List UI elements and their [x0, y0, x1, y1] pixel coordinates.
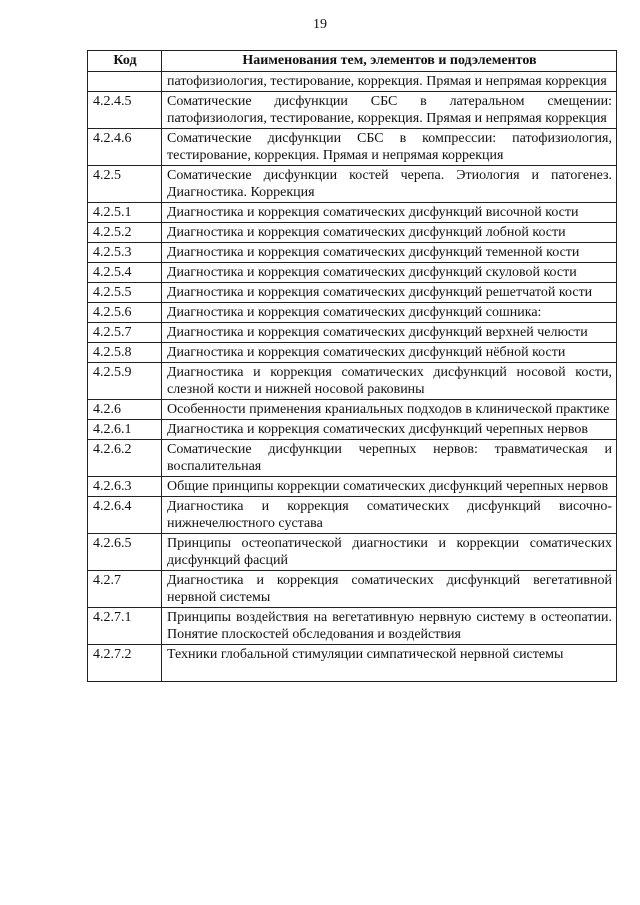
row-code: 4.2.5.3: [88, 243, 162, 263]
row-code: 4.2.6.3: [88, 477, 162, 497]
row-code: 4.2.6.1: [88, 420, 162, 440]
table-row: [88, 497, 617, 534]
row-code: 4.2.4.6: [88, 129, 162, 166]
table-row: [88, 400, 617, 420]
row-text: Принципы остеопатической диагностики и коррекции соматических дисфункций фасций: [162, 534, 617, 571]
row-text: Особенности применения краниальных подходов в клинической практике: [162, 400, 617, 420]
header-title: Наименования тем, элементов и подэлементов: [162, 51, 617, 72]
table-row: [88, 223, 617, 243]
table-row: [88, 343, 617, 363]
row-text: Соматические дисфункции черепных нервов: травматическая и воспалительная: [162, 440, 617, 477]
row-text: Диагностика и коррекция соматических дисфункций лобной кости: [162, 223, 617, 243]
row-text: патофизиология, тестирование, коррекция. Прямая и непрямая коррекция: [162, 72, 617, 92]
row-code: 4.2.5.7: [88, 323, 162, 343]
table-row: [88, 363, 617, 400]
row-code: 4.2.5.9: [88, 363, 162, 400]
table-row: [88, 440, 617, 477]
table-row: [88, 571, 617, 608]
row-text: Соматические дисфункции СБС в компрессии: патофизиология, тестирование, коррекция. Прямая и непрямая коррекция: [162, 129, 617, 166]
row-text: Диагностика и коррекция соматических дисфункций височно-нижнечелюстного сустава: [162, 497, 617, 534]
row-text: Соматические дисфункции костей черепа. Этиология и патогенез. Диагностика. Коррекция: [162, 166, 617, 203]
row-text: Диагностика и коррекция соматических дисфункций скуловой кости: [162, 263, 617, 283]
row-code: 4.2.4.5: [88, 92, 162, 129]
table-row: [88, 608, 617, 645]
row-code: 4.2.7.2: [88, 645, 162, 682]
row-code: 4.2.5.5: [88, 283, 162, 303]
row-code: 4.2.7: [88, 571, 162, 608]
row-code: 4.2.7.1: [88, 608, 162, 645]
table-row: [88, 72, 617, 92]
table-row: [88, 92, 617, 129]
table-row: [88, 166, 617, 203]
row-text: Соматические дисфункции СБС в латеральном смещении: патофизиология, тестирование, коррекция. Прямая и непрямая коррекция: [162, 92, 617, 129]
table-row: [88, 303, 617, 323]
row-text: Диагностика и коррекция соматических дисфункций теменной кости: [162, 243, 617, 263]
table-row: [88, 129, 617, 166]
topics-table: [87, 50, 617, 682]
row-text: Диагностика и коррекция соматических дисфункций сошника:: [162, 303, 617, 323]
row-code: 4.2.6: [88, 400, 162, 420]
row-text: Общие принципы коррекции соматических дисфункций черепных нервов: [162, 477, 617, 497]
page-number: 19: [313, 17, 327, 32]
table-row: [88, 534, 617, 571]
table-row: [88, 477, 617, 497]
table-row: [88, 283, 617, 303]
row-text: Диагностика и коррекция соматических дисфункций черепных нервов: [162, 420, 617, 440]
table-header-row: [88, 51, 617, 72]
table-row: [88, 645, 617, 682]
row-text: Диагностика и коррекция соматических дисфункций верхней челюсти: [162, 323, 617, 343]
row-text: Техники глобальной стимуляции симпатической нервной системы: [162, 645, 617, 682]
row-code: 4.2.6.4: [88, 497, 162, 534]
table-row: [88, 323, 617, 343]
row-code: 4.2.5.4: [88, 263, 162, 283]
row-code: 4.2.6.5: [88, 534, 162, 571]
row-text: Диагностика и коррекция соматических дисфункций височной кости: [162, 203, 617, 223]
table-row: [88, 263, 617, 283]
row-code: [88, 72, 162, 92]
header-code: Код: [88, 51, 162, 72]
table-row: [88, 203, 617, 223]
row-code: 4.2.5: [88, 166, 162, 203]
table-row: [88, 420, 617, 440]
row-code: 4.2.5.2: [88, 223, 162, 243]
row-text: Диагностика и коррекция соматических дисфункций нёбной кости: [162, 343, 617, 363]
table-row: [88, 243, 617, 263]
row-text: Принципы воздействия на вегетативную нервную систему в остеопатии. Понятие плоскостей обследования и воздействия: [162, 608, 617, 645]
row-text: Диагностика и коррекция соматических дисфункций вегетативной нервной системы: [162, 571, 617, 608]
row-code: 4.2.5.6: [88, 303, 162, 323]
row-code: 4.2.5.1: [88, 203, 162, 223]
row-code: 4.2.5.8: [88, 343, 162, 363]
row-text: Диагностика и коррекция соматических дисфункций носовой кости, слезной кости и нижней носовой раковины: [162, 363, 617, 400]
row-text: Диагностика и коррекция соматических дисфункций решетчатой кости: [162, 283, 617, 303]
row-code: 4.2.6.2: [88, 440, 162, 477]
